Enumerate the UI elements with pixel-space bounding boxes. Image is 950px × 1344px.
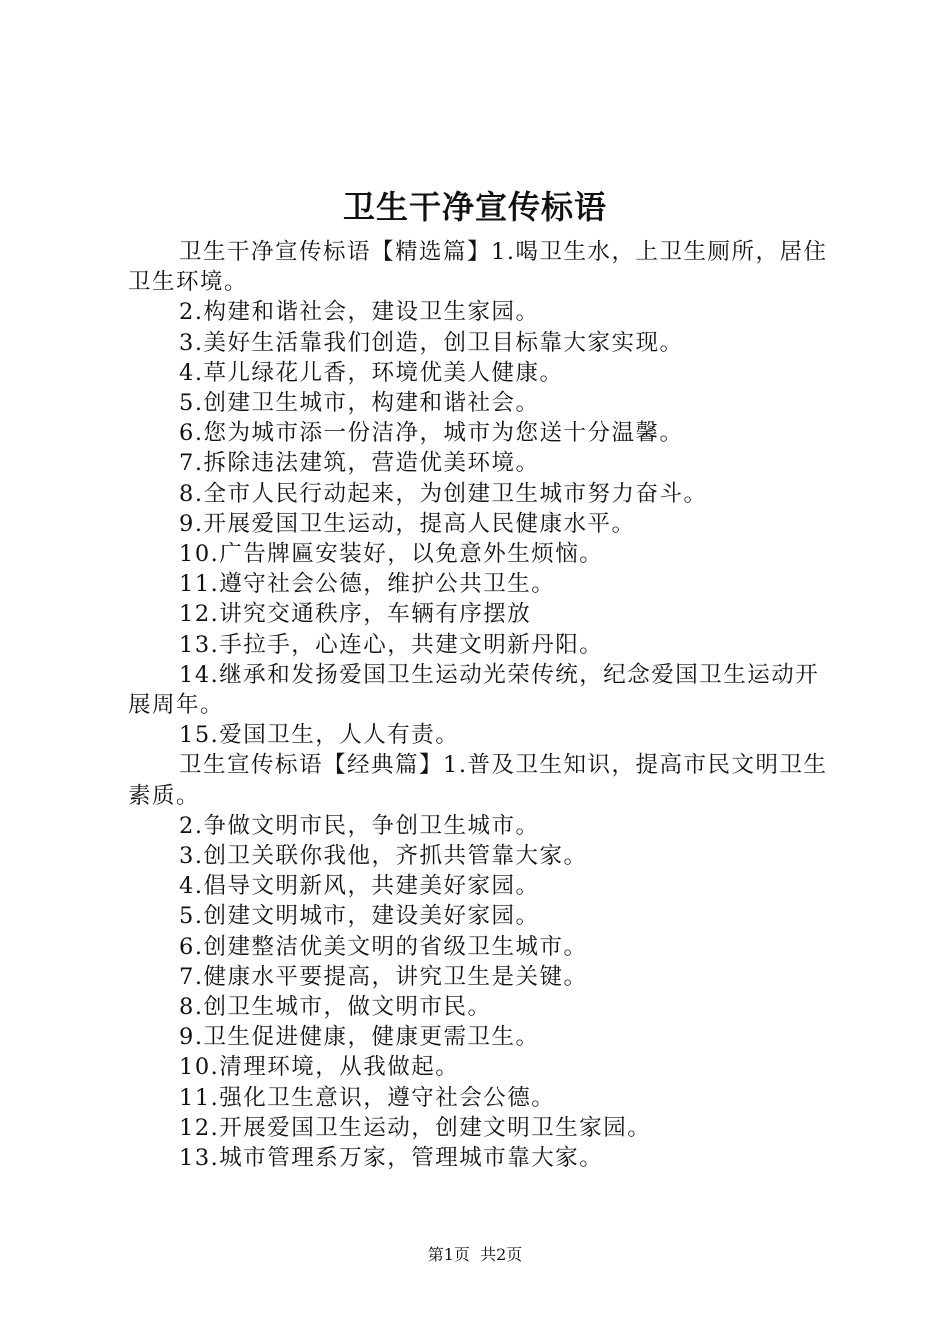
- paragraph: 13.城市管理系万家，管理城市靠大家。: [179, 1145, 604, 1172]
- paragraph: 4.草儿绿花儿香，环境优美人健康。: [179, 359, 564, 386]
- paragraph: 5.创建卫生城市，构建和谐社会。: [179, 390, 540, 417]
- paragraph: 15.爱国卫生，人人有责。: [179, 722, 460, 749]
- paragraph: 9.卫生促进健康，健康更需卫生。: [179, 1024, 540, 1051]
- paragraph: 13.手拉手，心连心，共建文明新丹阳。: [179, 631, 604, 658]
- paragraph: 5.创建文明城市，建设美好家园。: [179, 903, 540, 930]
- paragraph: 10.清理环境，从我做起。: [179, 1054, 460, 1081]
- paragraph: 12.讲究交通秩序，车辆有序摆放: [179, 601, 532, 628]
- paragraph: 6.您为城市添一份洁净，城市为您送十分温馨。: [179, 420, 684, 447]
- paragraph: 14.继承和发扬爱国卫生运动光荣传统，纪念爱国卫生运动开展周年。: [128, 661, 820, 719]
- page-number: 第1页: [427, 1245, 470, 1264]
- paragraph: 12.开展爱国卫生运动，创建文明卫生家园。: [179, 1114, 652, 1141]
- paragraph: 3.美好生活靠我们创造，创卫目标靠大家实现。: [179, 329, 684, 356]
- paragraph: 8.创卫生城市，做文明市民。: [179, 994, 492, 1021]
- paragraph: 卫生干净宣传标语【精选篇】1.喝卫生水，上卫生厕所，居住卫生环境。: [128, 239, 828, 296]
- paragraph: 7.拆除违法建筑，营造优美环境。: [179, 450, 540, 477]
- paragraph: 7.健康水平要提高，讲究卫生是关键。: [179, 963, 588, 990]
- page-footer: [0, 1243, 950, 1267]
- paragraph: 4.倡导文明新风，共建美好家园。: [179, 873, 540, 900]
- paragraph: 2.构建和谐社会，建设卫生家园。: [179, 299, 540, 326]
- paragraph: 6.创建整洁优美文明的省级卫生城市。: [179, 933, 588, 960]
- document-title: 卫生干净宣传标语: [342, 188, 607, 226]
- footer-spacer: [470, 1245, 480, 1264]
- page-total: 共2页: [480, 1245, 523, 1264]
- paragraph: 9.开展爱国卫生运动，提高人民健康水平。: [179, 510, 636, 537]
- document-body: [128, 237, 832, 1173]
- paragraph: 卫生宣传标语【经典篇】1.普及卫生知识，提高市民文明卫生素质。: [128, 752, 828, 809]
- paragraph: 3.创卫关联你我他，齐抓共管靠大家。: [179, 843, 588, 870]
- paragraph: 10.广告牌匾安装好，以免意外生烦恼。: [179, 541, 604, 568]
- paragraph: 11.遵守社会公德，维护公共卫生。: [179, 571, 556, 598]
- paragraph: 8.全市人民行动起来，为创建卫生城市努力奋斗。: [179, 480, 708, 507]
- paragraph: 2.争做文明市民，争创卫生城市。: [179, 812, 540, 839]
- paragraph: 11.强化卫生意识，遵守社会公德。: [179, 1084, 556, 1111]
